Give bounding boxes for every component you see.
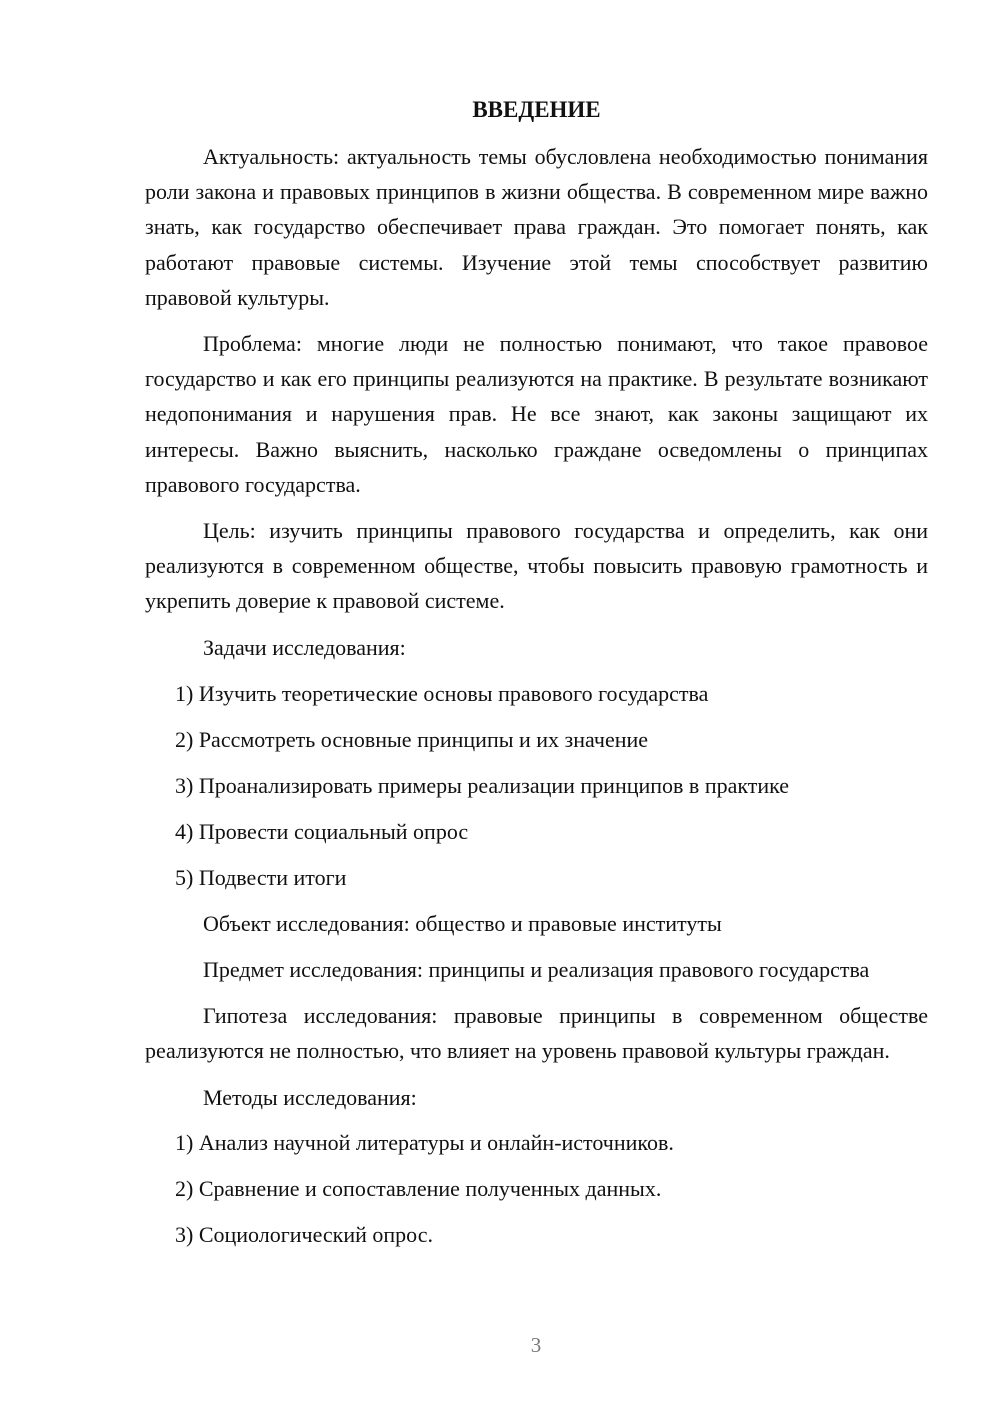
page-title: ВВЕДЕНИЕ — [472, 97, 601, 122]
page-number: 3 — [530, 1333, 542, 1357]
list-item: 2) Рассмотреть основные принципы и их значение — [175, 726, 649, 752]
list-item: 4) Провести социальный опрос — [175, 818, 469, 844]
subject-paragraph: Предмет исследования: принципы и реализация правового государства — [203, 957, 870, 983]
problem-paragraph: Проблема: многие люди не полностью понимают, что такое правовое государство и как его принципы реализуются на практике. В результате возникают недопонимания и нарушения прав. Не все знают, как законы защищают их интересы. Важно выяснить, насколько граждане осведомлены о принципах правового государства. — [145, 331, 928, 497]
tasks-heading: Задачи исследования: — [203, 634, 406, 660]
list-item: 1) Изучить теоретические основы правового государства — [175, 680, 709, 706]
object-paragraph: Объект исследования: общество и правовые институты — [203, 910, 722, 936]
list-item: 5) Подвести итоги — [175, 864, 347, 890]
methods-list — [145, 1125, 928, 1252]
methods-heading: Методы исследования: — [203, 1084, 417, 1110]
list-item: 1) Анализ научной литературы и онлайн-источников. — [175, 1129, 674, 1155]
document-page — [145, 92, 928, 1263]
list-item: 3) Проанализировать примеры реализации принципов в практике — [175, 772, 790, 798]
relevance-paragraph: Актуальность: актуальность темы обусловлена необходимостью понимания роли закона и правовых принципов в жизни общества. В современном мире важно знать, как государство обеспечивает права граждан. Это помогает понять, как работают правовые системы. Изучение этой темы способствует развитию правовой культуры. — [145, 144, 928, 310]
list-item: 2) Сравнение и сопоставление полученных данных. — [175, 1175, 662, 1201]
hypothesis-paragraph: Гипотеза исследования: правовые принципы в современном обществе реализуются не полностью, что влияет на уровень правовой культуры граждан. — [145, 1003, 928, 1064]
goal-paragraph: Цель: изучить принципы правового государства и определить, как они реализуются в современном обществе, чтобы повысить правовую грамотность и укрепить доверие к правовой системе. — [145, 518, 928, 614]
list-item: 3) Социологический опрос. — [175, 1221, 433, 1247]
tasks-list — [145, 676, 928, 895]
